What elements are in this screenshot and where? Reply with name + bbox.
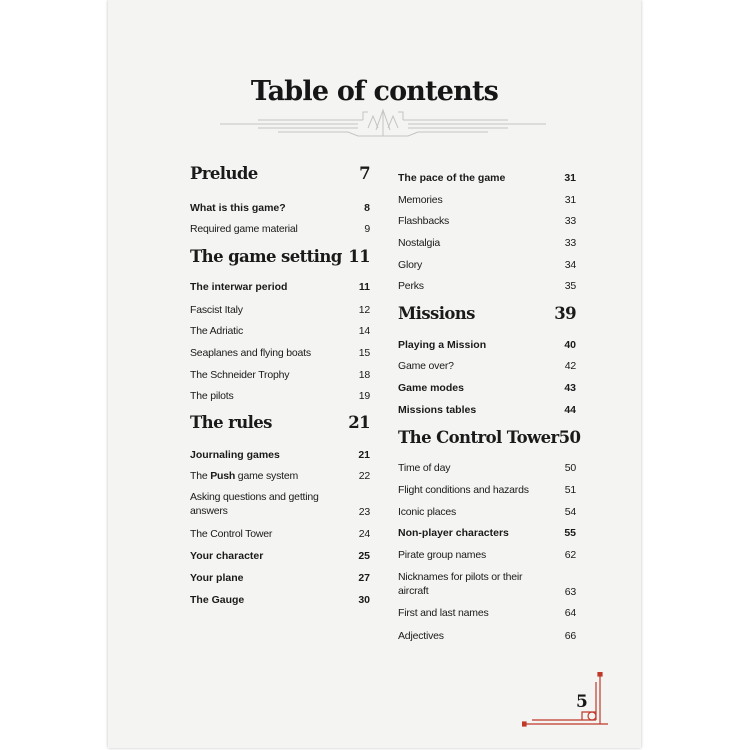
toc-entry[interactable]: Seaplanes and flying boats 15 bbox=[190, 347, 370, 359]
toc-entry[interactable]: The rules 21 bbox=[190, 413, 370, 432]
toc-entry[interactable]: Glory 34 bbox=[398, 259, 576, 271]
book-page bbox=[108, 0, 641, 748]
art-deco-ornament bbox=[218, 108, 548, 138]
toc-entry[interactable]: Pirate group names 62 bbox=[398, 549, 576, 561]
toc-entry[interactable]: Nostalgia 33 bbox=[398, 237, 576, 249]
toc-entry[interactable]: Required game material 9 bbox=[190, 223, 370, 235]
toc-entry[interactable]: Prelude 7 bbox=[190, 164, 370, 183]
toc-entry[interactable]: The Gauge 30 bbox=[190, 594, 370, 606]
toc-entry[interactable]: Game over? 42 bbox=[398, 360, 576, 372]
toc-entry[interactable]: The pilots 19 bbox=[190, 390, 370, 402]
toc-entry[interactable]: The Control Tower 24 bbox=[190, 528, 370, 540]
corner-ornament bbox=[522, 672, 612, 728]
toc-entry[interactable]: The Control Tower 50 bbox=[398, 428, 581, 447]
toc-entry[interactable]: The game setting 11 bbox=[190, 247, 370, 266]
toc-entry[interactable]: Missions tables 44 bbox=[398, 404, 576, 416]
toc-entry[interactable]: Perks 35 bbox=[398, 280, 576, 292]
toc-entry[interactable]: Adjectives 66 bbox=[398, 630, 576, 642]
toc-entry[interactable]: Your character 25 bbox=[190, 550, 370, 562]
toc-entry[interactable]: Fascist Italy 12 bbox=[190, 304, 370, 316]
toc-entry[interactable]: Your plane 27 bbox=[190, 572, 370, 584]
page-title: Table of contents bbox=[250, 76, 499, 107]
toc-entry[interactable]: Memories 31 bbox=[398, 194, 576, 206]
toc-entry[interactable]: The Schneider Trophy 18 bbox=[190, 369, 370, 381]
page-number: 5 bbox=[576, 692, 588, 712]
toc-entry[interactable]: Journaling games 21 bbox=[190, 449, 370, 461]
toc-entry[interactable]: The Push game system 22 bbox=[190, 470, 370, 482]
toc-entry[interactable]: Playing a Mission 40 bbox=[398, 339, 576, 351]
toc-entry[interactable]: Iconic places 54 bbox=[398, 506, 576, 518]
toc-entry[interactable]: The pace of the game 31 bbox=[398, 172, 576, 184]
toc-entry[interactable]: The Adriatic 14 bbox=[190, 325, 370, 337]
toc-entry[interactable]: Non-player characters 55 bbox=[398, 527, 576, 539]
toc-entry[interactable]: Asking questions and getting answers 23 bbox=[190, 491, 370, 518]
toc-entry[interactable]: Flashbacks 33 bbox=[398, 215, 576, 227]
toc-entry[interactable]: Nicknames for pilots or their aircraft 63 bbox=[398, 571, 576, 598]
toc-entry[interactable]: What is this game? 8 bbox=[190, 202, 370, 214]
toc-entry[interactable]: Missions 39 bbox=[398, 304, 576, 323]
toc-entry[interactable]: Time of day 50 bbox=[398, 462, 576, 474]
toc-entry[interactable]: The interwar period 11 bbox=[190, 281, 370, 293]
toc-entry[interactable]: Game modes 43 bbox=[398, 382, 576, 394]
toc-entry[interactable]: Flight conditions and hazards 51 bbox=[398, 484, 576, 496]
toc-entry[interactable]: First and last names 64 bbox=[398, 607, 576, 619]
